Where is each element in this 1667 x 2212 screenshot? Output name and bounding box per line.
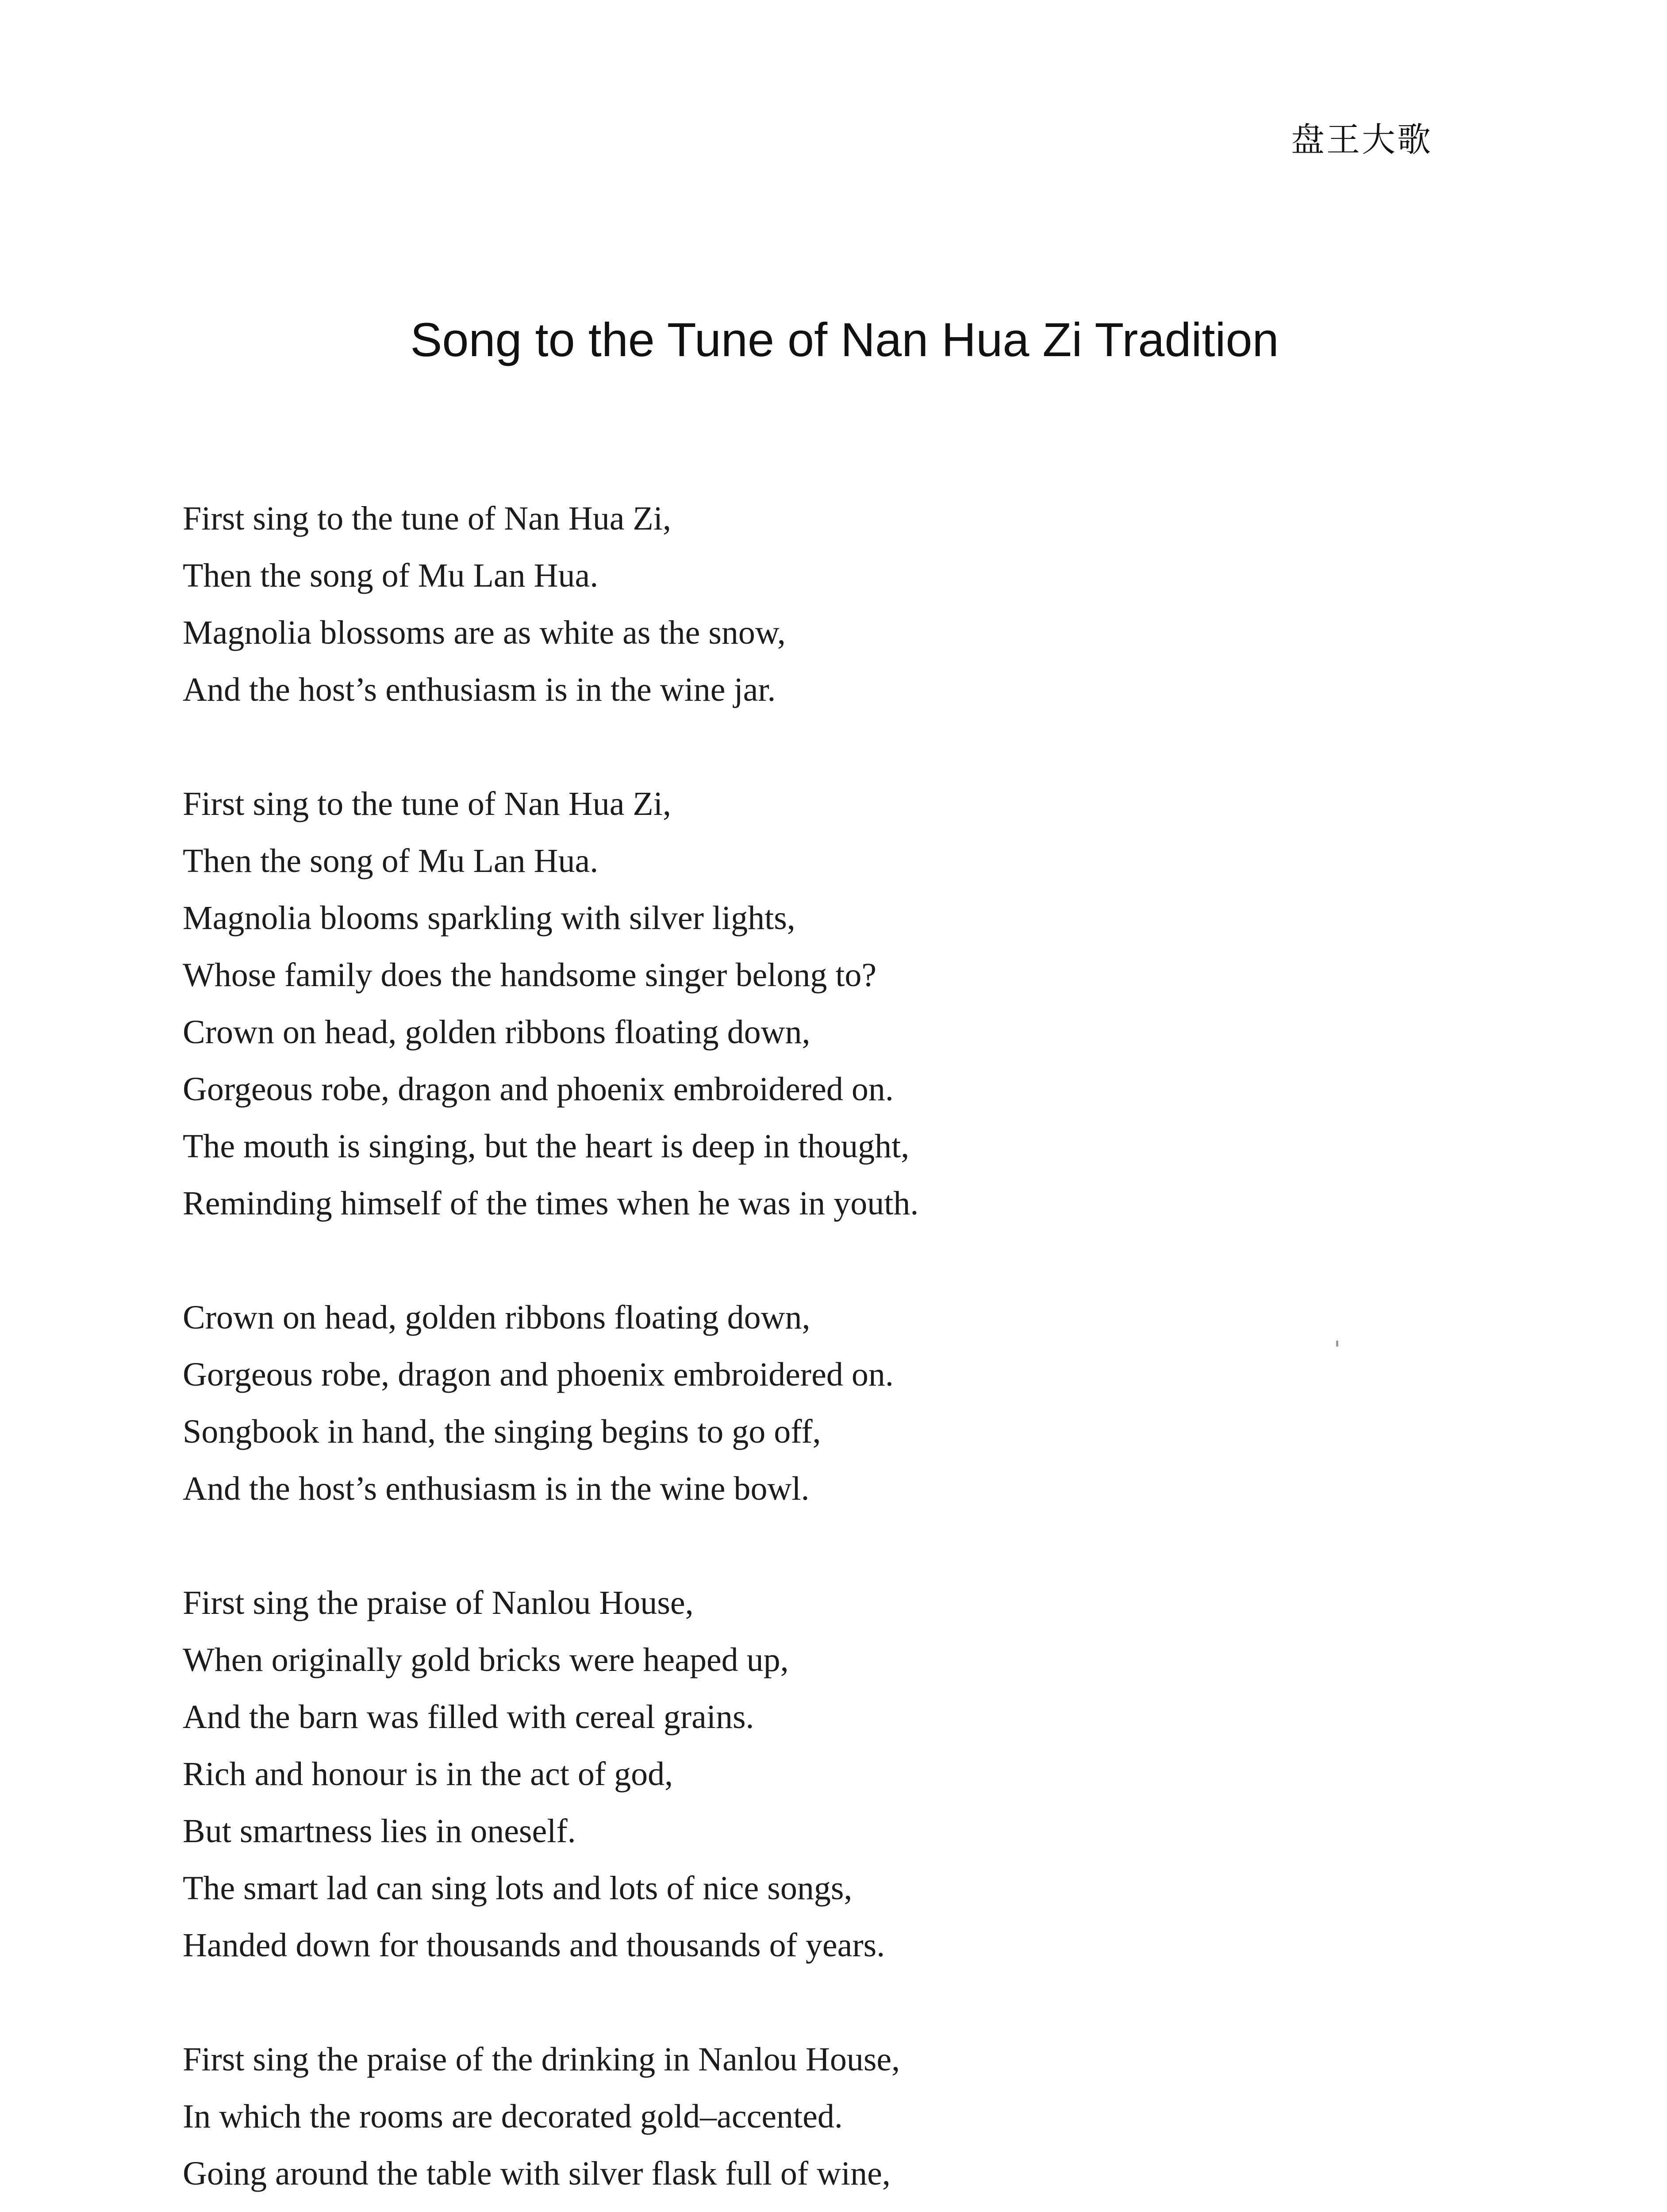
stanza-5 (183, 2031, 1510, 2202)
poem-line: And the host’s enthusiasm is in the wine jar. (183, 671, 776, 708)
poem-line: The mouth is singing, but the heart is deep in thought, (183, 1128, 910, 1165)
poem-line: Then the song of Mu Lan Hua. (183, 842, 599, 879)
poem-line: Whose family does the handsome singer belong to? (183, 956, 877, 994)
poem-line: Gorgeous robe, dragon and phoenix embroidered on. (183, 1356, 894, 1393)
poem-line: Crown on head, golden ribbons floating down, (183, 1299, 810, 1336)
poem-line: Then the song of Mu Lan Hua. (183, 557, 599, 594)
poem-line: First sing the praise of Nanlou House, (183, 1584, 694, 1621)
stanza-1 (183, 490, 1510, 718)
poem-line: Crown on head, golden ribbons floating down, (183, 1014, 810, 1051)
stanza-4 (183, 1575, 1510, 1974)
poem-title: Song to the Tune of Nan Hua Zi Tradition (410, 313, 1279, 366)
poem-line: The smart lad can sing lots and lots of nice songs, (183, 1870, 853, 1907)
poem-line: First sing to the tune of Nan Hua Zi, (183, 785, 671, 822)
poem-line: First sing to the tune of Nan Hua Zi, (183, 500, 671, 537)
poem-line: Songbook in hand, the singing begins to go off, (183, 1413, 821, 1450)
poem-line: Magnolia blooms sparkling with silver lights, (183, 899, 795, 937)
stanza-2 (183, 776, 1510, 1232)
poem-line: But smartness lies in oneself. (183, 1813, 576, 1850)
poem-line: Handed down for thousands and thousands of years. (183, 1927, 885, 1964)
poem-line: And the host’s enthusiasm is in the wine bowl. (183, 1470, 810, 1507)
poem-line: Rich and honour is in the act of god, (183, 1755, 673, 1793)
poem-line: Going around the table with silver flask full of wine, (183, 2155, 891, 2192)
poem-line: When originally gold bricks were heaped up, (183, 1641, 789, 1678)
poem-line: Reminding himself of the times when he was in youth. (183, 1185, 919, 1222)
scan-speck (1336, 1340, 1338, 1347)
poem-line: In which the rooms are decorated gold–accented. (183, 2098, 843, 2135)
stanza-3 (183, 1289, 1510, 1517)
running-header: 盘王大歌 (1291, 120, 1433, 159)
poem-line: First sing the praise of the drinking in Nanlou House, (183, 2041, 900, 2078)
poem-body (183, 490, 1510, 2212)
poem-line: Magnolia blossoms are as white as the snow, (183, 614, 786, 651)
poem-line: And the barn was filled with cereal grains. (183, 1698, 754, 1736)
poem-line: Gorgeous robe, dragon and phoenix embroidered on. (183, 1071, 894, 1108)
